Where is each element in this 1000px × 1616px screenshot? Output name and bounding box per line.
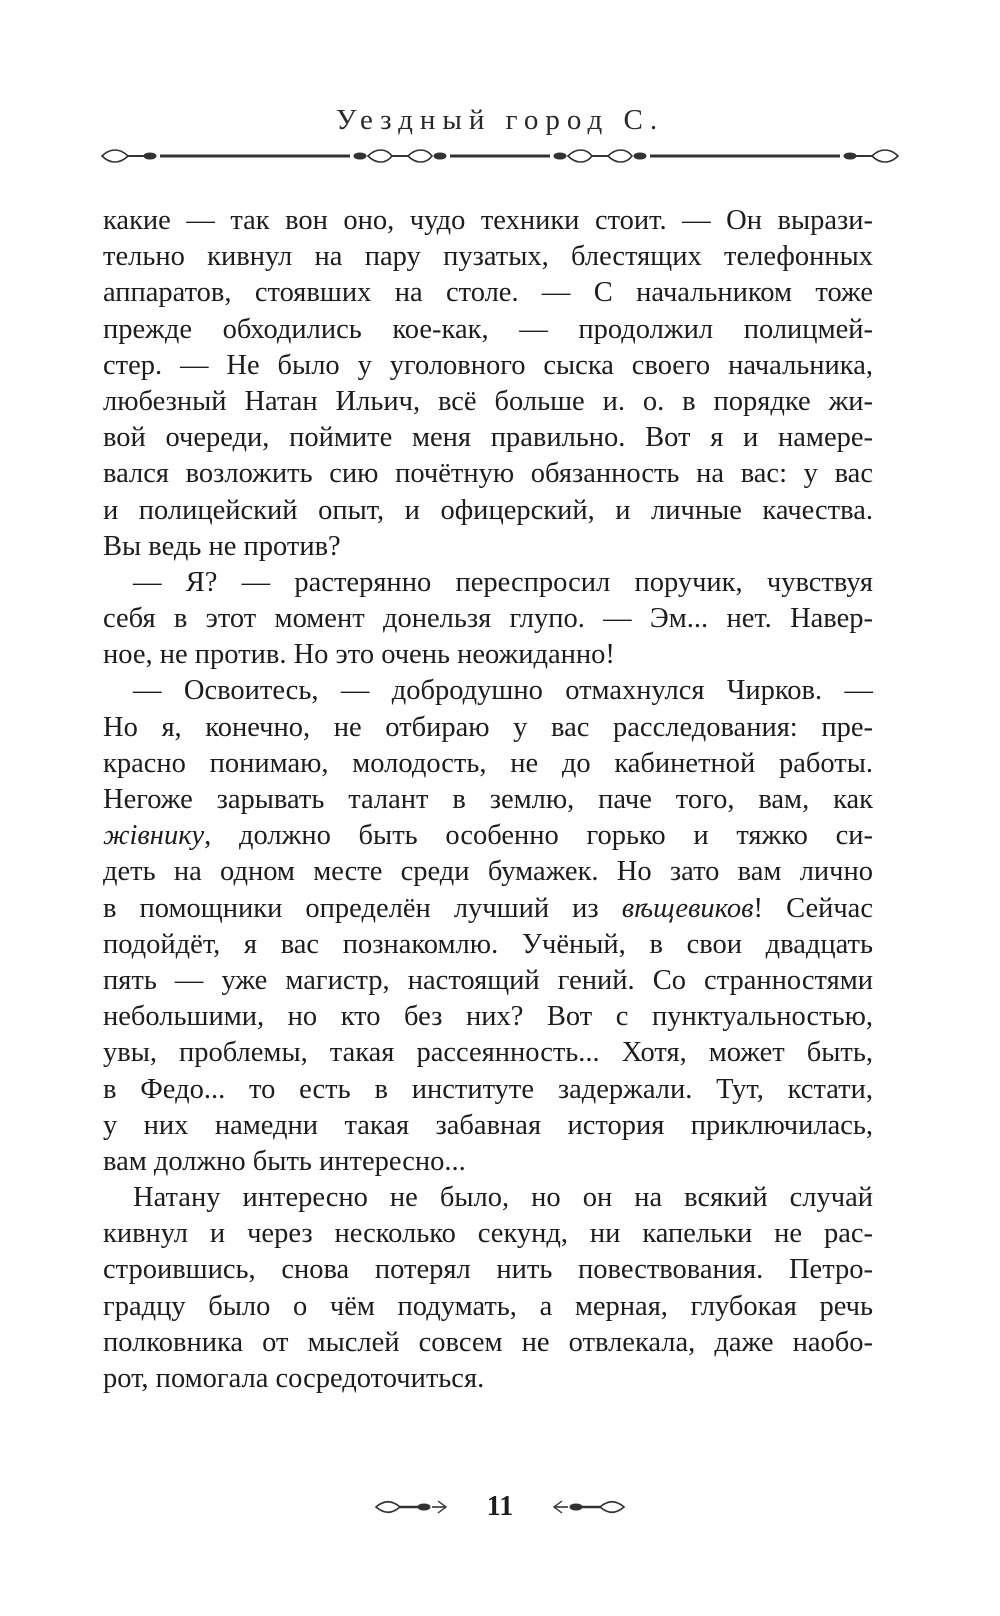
text-segment: ! Сейчас [753, 892, 873, 924]
text-line: кивнул и через несколько секунд, ни капельки не рас- [103, 1218, 873, 1250]
text-line: и полицейский опыт, и офицерский, и личные качества. [103, 494, 873, 526]
text-line: небольшими, но кто без них? Вот с пунктуальностью, [103, 1001, 873, 1033]
text-line: градцу было о чём подумать, а мерная, глубокая речь [103, 1290, 873, 1322]
italic-term: жiвнику [103, 820, 205, 852]
text-line: аппаратов, стоявших на столе. — С начальником тоже [103, 277, 873, 309]
text-line: вам должно быть интересно... [103, 1145, 466, 1177]
text-line: у них намедни такая забавная история приключилась, [103, 1109, 873, 1141]
text-line: деть на одном месте среди бумажек. Но зато вам лично [103, 856, 873, 888]
text-line: себя в этот момент донельзя глупо. — Эм... нет. Навер- [103, 603, 873, 635]
page-footer [0, 1490, 1000, 1524]
text-line [103, 818, 873, 854]
text-line: подойдёт, я вас познакомлю. Учёный, в свои двадцать [103, 928, 873, 960]
italic-term: вѣщевиков [621, 892, 754, 924]
text-line: строившись, снова потерял нить повествования. Петро- [103, 1254, 873, 1286]
text-line: прежде обходились кое-как, — продолжил полицмей- [103, 313, 873, 345]
text-line: Натану интересно не было, но он на всякий случай [133, 1182, 873, 1214]
text-line: красно понимаю, молодость, не до кабинетной работы. [103, 747, 873, 779]
text-line: вой очереди, поймите меня правильно. Вот я и намере- [103, 422, 873, 454]
text-line: любезный Натан Ильич, всё больше и. о. в порядке жи- [103, 385, 873, 417]
text-line: рот, помогала сосредоточиться. [103, 1363, 485, 1394]
text-line: пять — уже магистр, настоящий гений. Со странностями [103, 964, 873, 996]
header-ornament-divider [100, 143, 900, 169]
text-segment: , должно быть особенно горько и тяжко си- [204, 820, 873, 852]
text-line: тельно кивнул на пару пузатых, блестящих телефонных [103, 241, 873, 273]
folio-ornament-right-icon [552, 1494, 626, 1520]
text-line: Вы ведь не против? [103, 530, 341, 562]
folio-ornament-left-icon [374, 1494, 448, 1520]
text-segment: в помощники определён лучший из [103, 892, 622, 924]
text-line: какие — так вон оно, чудо техники стоит. — Он вырази- [103, 205, 873, 236]
text-line: — Освоитесь, — добродушно отмахнулся Чирков. — [133, 675, 873, 707]
text-line: вался возложить сию почётную обязанность на вас: у вас [103, 458, 873, 490]
page-number: 11 [486, 1491, 514, 1522]
text-line: увы, проблемы, такая рассеянность... Хотя, может быть, [103, 1037, 873, 1069]
body-text [103, 203, 873, 1397]
text-line: ное, не против. Но это очень неожиданно! [103, 639, 615, 671]
text-line: стер. — Не было у уголовного сыска своего начальника, [103, 349, 873, 381]
text-line: — Я? — растерянно переспросил поручик, чувствуя [133, 566, 873, 598]
text-line: Негоже зарывать талант в землю, паче того, вам, как [103, 784, 873, 815]
text-line: Но я, конечно, не отбираю у вас расследования: пре- [103, 711, 873, 743]
text-line: в Федо... то есть в институте задержали. Тут, кстати, [103, 1073, 873, 1105]
text-line [103, 891, 873, 927]
text-line: полковника от мыслей совсем не отвлекала, даже наобо- [103, 1326, 873, 1358]
running-head-title: Уездный город С. [335, 104, 665, 136]
